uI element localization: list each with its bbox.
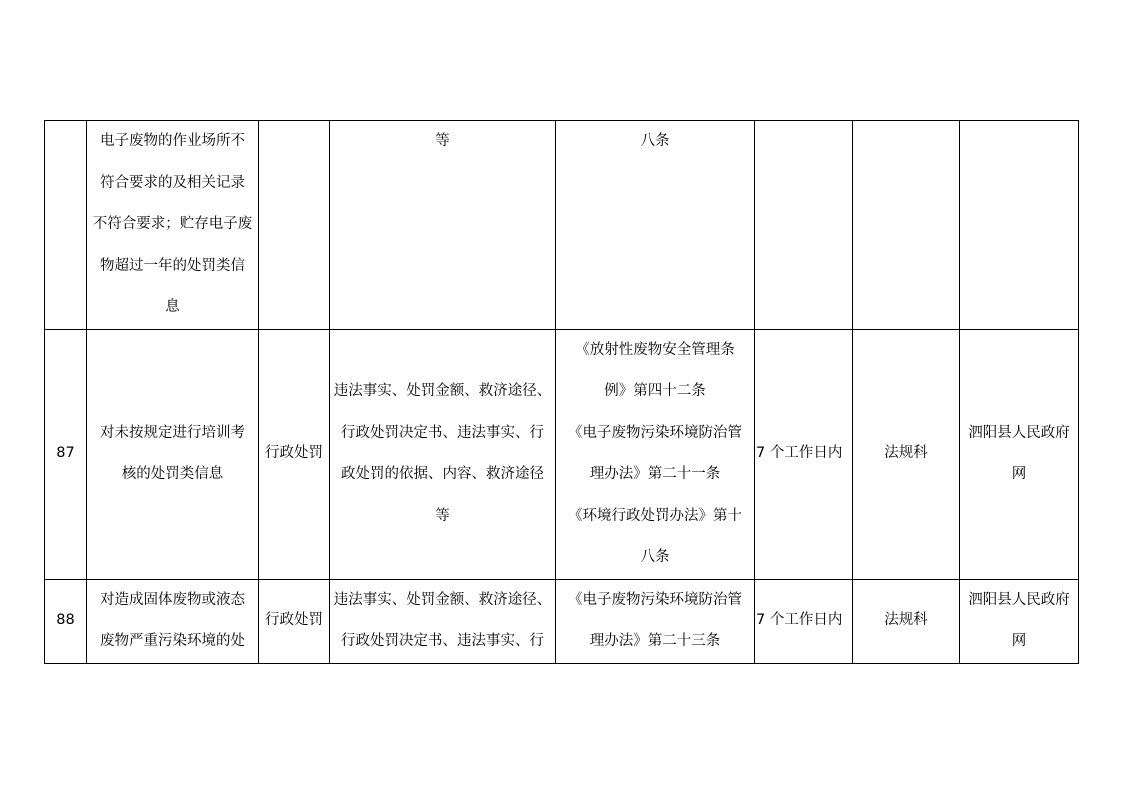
category-cell [259, 121, 330, 330]
disclosure-table [44, 120, 1079, 664]
basis-line: 八条 [640, 549, 670, 565]
basis-cell [556, 579, 755, 663]
basis-cell [556, 329, 755, 579]
category-cell: 行政处罚 [259, 579, 330, 663]
item-line: 符合要求的及相关记录 [100, 174, 245, 191]
table-row [45, 329, 1079, 579]
basis-line: 《环境行政处罚办法》第十 [568, 507, 742, 524]
basis-line: 例》第四十二条 [604, 383, 706, 399]
time-cell: 7 个工作日内 [755, 579, 853, 663]
channel-line: 泗阳县人民政府 [968, 591, 1070, 608]
table-row [45, 579, 1079, 663]
channel-cell [960, 121, 1079, 330]
dept-cell [853, 121, 960, 330]
channel-line: 泗阳县人民政府 [968, 424, 1070, 441]
content-line: 违法事实、处罚金额、救济途径、 [333, 591, 552, 608]
row-number-cell: 88 [45, 579, 87, 663]
row-number-cell: 87 [45, 329, 87, 579]
content-line: 违法事实、处罚金额、救济途径、 [333, 383, 552, 399]
basis-line: 《电子废物污染环境防治管 [568, 424, 742, 441]
channel-cell [960, 329, 1079, 579]
basis-line: 八条 [640, 133, 670, 149]
content-line: 等 [435, 507, 450, 524]
item-cell [87, 329, 259, 579]
dept-cell: 法规科 [853, 579, 960, 663]
item-line: 核的处罚类信息 [121, 466, 224, 482]
content-line: 等 [435, 133, 450, 149]
basis-line: 《放射性废物安全管理条 [575, 341, 735, 358]
item-cell [87, 121, 259, 330]
basis-cell [556, 121, 755, 330]
item-line: 电子废物的作业场所不 [100, 133, 245, 149]
content-line: 行政处罚决定书、违法事实、行 [341, 633, 544, 649]
item-line: 不符合要求；贮存电子废 [92, 216, 253, 232]
table-row [45, 121, 1079, 330]
item-line: 物超过一年的处罚类信 [100, 257, 245, 274]
channel-cell [960, 579, 1079, 663]
content-cell [330, 579, 556, 663]
dept-cell: 法规科 [853, 329, 960, 579]
channel-line: 网 [1011, 633, 1027, 649]
basis-line: 理办法》第二十一条 [589, 466, 721, 482]
time-cell: 7 个工作日内 [755, 329, 853, 579]
content-cell [330, 329, 556, 579]
item-line: 对造成固体废物或液态 [100, 591, 245, 608]
item-line: 对未按规定进行培训考 [100, 424, 245, 441]
item-line: 息 [165, 299, 180, 315]
content-cell [330, 121, 556, 330]
category-cell: 行政处罚 [259, 329, 330, 579]
content-line: 政处罚的依据、内容、救济途径 [341, 466, 544, 482]
basis-line: 《电子废物污染环境防治管 [568, 591, 742, 608]
row-number-cell [45, 121, 87, 330]
channel-line: 网 [1011, 466, 1027, 482]
time-cell [755, 121, 853, 330]
content-line: 行政处罚决定书、违法事实、行 [341, 424, 544, 441]
item-cell [87, 579, 259, 663]
basis-line: 理办法》第二十三条 [589, 633, 721, 649]
item-line: 废物严重污染环境的处 [100, 633, 245, 649]
